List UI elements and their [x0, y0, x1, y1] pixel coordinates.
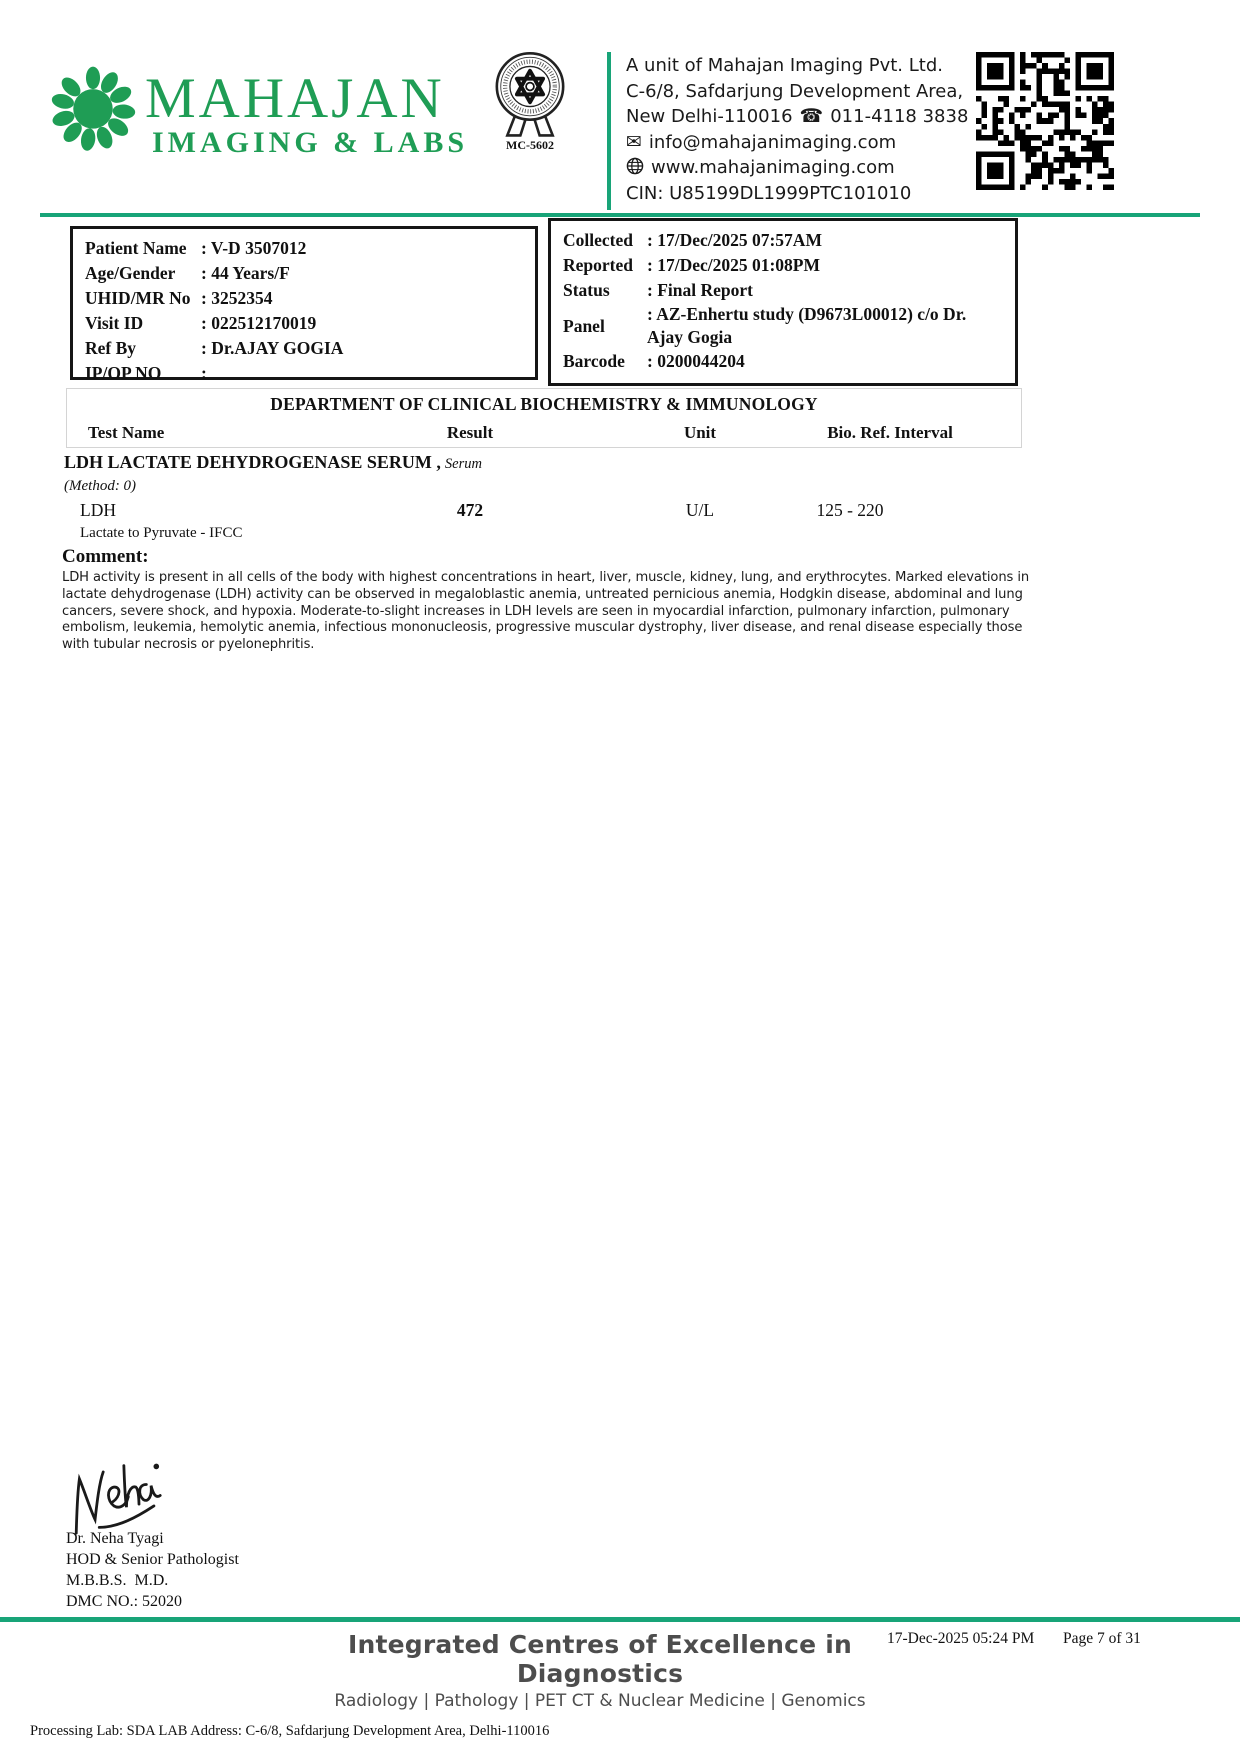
header-divider	[607, 52, 611, 210]
collected-row	[563, 228, 1003, 253]
ipop-value: :	[201, 363, 207, 383]
reported-row	[563, 253, 1003, 278]
website-url: www.mahajanimaging.com	[651, 157, 895, 178]
footer-tagline: Integrated Centres of Excellence in Diagnostics	[348, 1630, 852, 1688]
comment-text: LDH activity is present in all cells of the body with highest concentrations in heart, liver, muscle, kidney, lung, and erythrocytes. Marked elevations in lactate dehydrogenase (LDH) activity can be observed in megaloblastic anemia, untreated pernicious anemia, Hodgkin disease, abdominal and lung cancers, severe shock, and hypoxia. Moderate-to-slight increases in LDH levels are seen in myocardial infarction, pulmonary infarction, pulmonary embolism, leukemia, hemolytic anemia, infectious mononucleosis, progressive muscular dystrophy, liver disease, and renal disease especially those with tubular necrosis or pyelonephritis.	[62, 570, 1030, 653]
status-value: : Final Report	[647, 280, 753, 300]
footer-rule	[0, 1617, 1240, 1622]
panel-name: LDH LACTATE DEHYDROGENASE SERUM ,	[64, 452, 441, 472]
visit-id-row	[85, 311, 523, 336]
patient-name-row	[85, 236, 523, 261]
panel-name-line	[64, 452, 482, 473]
reported-value: : 17/Dec/2025 01:08PM	[647, 255, 821, 275]
column-test-name: Test Name	[88, 423, 165, 442]
address-line: C-6/8, Safdarjung Development Area,	[626, 80, 964, 102]
phone-icon: ☎	[799, 105, 824, 127]
patient-info-box	[70, 226, 538, 383]
visit-id-label: Visit ID	[85, 313, 144, 333]
phone-number: 011-4118 3838	[830, 106, 969, 127]
age-gender-label: Age/Gender	[85, 263, 176, 283]
footer-brand-block	[280, 1630, 920, 1711]
ipop-row	[85, 361, 523, 386]
status-row	[563, 278, 1003, 303]
signatory-registration: DMC NO.: 52020	[66, 1593, 183, 1610]
ref-by-value: : Dr.AJAY GOGIA	[201, 338, 344, 358]
department-title: DEPARTMENT OF CLINICAL BIOCHEMISTRY & IMMUNOLOGY	[270, 394, 818, 414]
brand-name: MAHAJAN	[145, 67, 445, 130]
reported-label: Reported	[563, 255, 633, 275]
ref-interval-cell: 125 - 220	[816, 500, 884, 520]
panel-label: Panel	[563, 315, 605, 336]
specimen-type: Serum	[444, 456, 482, 472]
seal-code-label: MC-5602	[506, 138, 554, 152]
footer-services: Radiology | Pathology | PET CT & Nuclear Medicine | Genomics	[334, 1691, 866, 1711]
collected-value: : 17/Dec/2025 07:57AM	[647, 230, 822, 250]
unit-cell: U/L	[685, 500, 715, 520]
signatory-qualification: M.B.B.S. M.D.	[66, 1572, 169, 1589]
column-ref-interval: Bio. Ref. Interval	[827, 423, 953, 442]
cin-line: CIN: U85199DL1999PTC101010	[626, 182, 912, 204]
column-unit: Unit	[683, 423, 717, 442]
signatory-designation: HOD & Senior Pathologist	[66, 1551, 239, 1568]
email-address: info@mahajanimaging.com	[648, 131, 897, 153]
uhid-row	[85, 286, 523, 311]
uhid-value: : 3252354	[201, 288, 273, 308]
method-note: Lactate to Pyruvate - IFCC	[80, 525, 243, 541]
panel-row	[563, 303, 1003, 349]
globe-icon	[626, 155, 644, 181]
signature-scribble	[62, 1462, 170, 1531]
accreditation-seal-icon	[482, 48, 578, 139]
visit-id-value: : 022512170019	[201, 313, 317, 333]
page-number: Page 7 of 31	[1063, 1630, 1141, 1647]
patient-name-label: Patient Name	[85, 238, 187, 258]
ref-by-row	[85, 336, 523, 361]
print-datetime: 17-Dec-2025 05:24 PM	[887, 1630, 1035, 1647]
patient-name-value: : V-D 3507012	[201, 238, 307, 258]
ipop-label: IP/OP NO	[85, 363, 162, 383]
uhid-label: UHID/MR No	[85, 288, 191, 308]
qr-code	[976, 52, 1114, 190]
barcode-row	[563, 349, 1003, 374]
method-line: (Method: 0)	[64, 478, 137, 494]
visit-info-box	[548, 218, 1018, 386]
barcode-value: : 0200044204	[647, 351, 745, 371]
city-line: New Delhi-110016	[626, 106, 793, 127]
age-gender-value: : 44 Years/F	[201, 263, 290, 283]
processing-lab-line: Processing Lab: SDA LAB Address: C-6/8, Safdarjung Development Area, Delhi-110016	[30, 1723, 550, 1739]
envelope-icon: ✉	[626, 130, 642, 153]
brand-subtitle: IMAGING & LABS	[152, 126, 469, 159]
header-rule	[40, 213, 1200, 217]
collected-label: Collected	[563, 230, 633, 250]
barcode-label: Barcode	[563, 351, 625, 371]
status-label: Status	[563, 280, 610, 300]
sunflower-logo-icon	[46, 60, 140, 154]
result-cell: 472	[456, 500, 484, 520]
comment-label: Comment:	[62, 546, 149, 567]
signatory-name: Dr. Neha Tyagi	[66, 1530, 164, 1547]
contact-block	[626, 53, 971, 206]
test-name-cell: LDH	[80, 500, 116, 520]
ref-by-label: Ref By	[85, 338, 137, 358]
column-result: Result	[446, 423, 494, 442]
unit-line: A unit of Mahajan Imaging Pvt. Ltd.	[626, 55, 943, 76]
age-gender-row	[85, 261, 523, 286]
signature-text	[62, 1462, 63, 1463]
panel-value: : AZ-Enhertu study (D9673L00012) c/o Dr. Ajay Gogia	[647, 304, 967, 347]
